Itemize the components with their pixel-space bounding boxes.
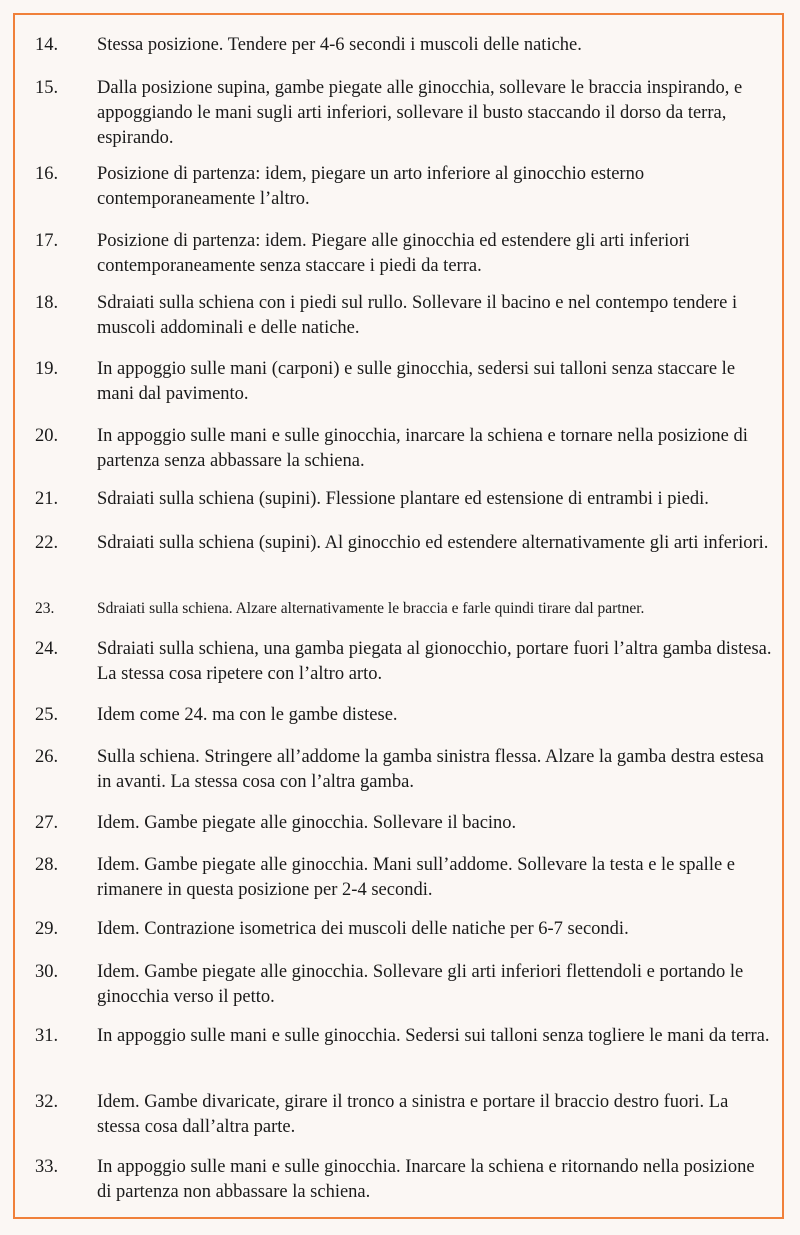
item-text: Dalla posizione supina, gambe piegate alle ginocchia, sollevare le braccia inspirando, e appoggiando le mani sugli arti inferiori, sollevare il busto staccando il dorso da terra, espirando. bbox=[97, 78, 743, 148]
item-text: Posizione di partenza: idem. Piegare alle ginocchia ed estendere gli arti inferiori contemporaneamente senza staccare i piedi da terra. bbox=[97, 231, 690, 276]
item-number: 33. bbox=[35, 1157, 59, 1177]
item-number: 26. bbox=[35, 747, 59, 767]
item-number: 25. bbox=[35, 705, 59, 725]
list-item bbox=[35, 811, 775, 836]
list-item bbox=[35, 487, 775, 512]
item-number: 27. bbox=[35, 813, 59, 833]
item-text: In appoggio sulle mani (carponi) e sulle ginocchia, sedersi sui talloni senza staccare le mani dal pavimento. bbox=[97, 359, 736, 404]
list-item bbox=[35, 960, 775, 1010]
item-number: 19. bbox=[35, 359, 59, 379]
item-number: 17. bbox=[35, 231, 59, 251]
item-number: 14. bbox=[35, 35, 59, 55]
item-number: 30. bbox=[35, 962, 59, 982]
item-text: Idem. Gambe divaricate, girare il tronco a sinistra e portare il braccio destro fuori. La stessa cosa dall’altra parte. bbox=[97, 1092, 729, 1137]
item-number: 16. bbox=[35, 164, 59, 184]
item-number: 15. bbox=[35, 78, 59, 98]
list-item bbox=[35, 531, 775, 556]
item-text: Idem. Gambe piegate alle ginocchia. Sollevare gli arti inferiori flettendoli e portando le ginocchia verso il petto. bbox=[97, 962, 744, 1007]
item-number: 23. bbox=[35, 600, 55, 617]
list-item bbox=[35, 76, 775, 151]
item-number: 29. bbox=[35, 919, 59, 939]
list-item bbox=[35, 1155, 775, 1205]
item-text: Sdraiati sulla schiena. Alzare alternativamente le braccia e farle quindi tirare dal partner. bbox=[97, 600, 645, 617]
item-number: 18. bbox=[35, 293, 59, 313]
item-number: 28. bbox=[35, 855, 59, 875]
list-item bbox=[35, 703, 775, 728]
item-text: Idem. Gambe piegate alle ginocchia. Sollevare il bacino. bbox=[97, 813, 517, 833]
list-item bbox=[35, 745, 775, 795]
item-text: Sdraiati sulla schiena, una gamba piegata al gionocchio, portare fuori l’altra gamba distesa. La stessa cosa ripetere con l’altro arto. bbox=[97, 639, 772, 684]
list-item bbox=[35, 853, 775, 903]
list-item bbox=[35, 637, 775, 687]
item-text: Sulla schiena. Stringere all’addome la gamba sinistra flessa. Alzare la gamba destra estesa in avanti. La stessa cosa con l’altra gamba. bbox=[97, 747, 764, 792]
item-text: Sdraiati sulla schiena con i piedi sul rullo. Sollevare il bacino e nel contempo tendere i muscoli addominali e delle natiche. bbox=[97, 293, 738, 338]
list-item bbox=[35, 33, 775, 58]
item-text: Sdraiati sulla schiena (supini). Al ginocchio ed estendere alternativamente gli arti inferiori. bbox=[97, 533, 769, 553]
item-text: In appoggio sulle mani e sulle ginocchia, inarcare la schiena e tornare nella posizione di partenza senza abbassare la schiena. bbox=[97, 426, 748, 471]
list-item bbox=[35, 229, 775, 279]
list-item bbox=[35, 917, 775, 942]
item-number: 24. bbox=[35, 639, 59, 659]
item-number: 32. bbox=[35, 1092, 59, 1112]
item-text: Posizione di partenza: idem, piegare un arto inferiore al ginocchio esterno contemporaneamente l’altro. bbox=[97, 164, 645, 209]
list-item bbox=[35, 596, 775, 621]
list-item bbox=[35, 291, 775, 341]
item-number: 21. bbox=[35, 489, 59, 509]
item-text: In appoggio sulle mani e sulle ginocchia. Inarcare la schiena e ritornando nella posizione di partenza non abbassare la schiena. bbox=[97, 1157, 755, 1202]
item-text: In appoggio sulle mani e sulle ginocchia. Sedersi sui talloni senza togliere le mani da terra. bbox=[97, 1026, 770, 1046]
list-item bbox=[35, 424, 775, 474]
item-text: Idem. Contrazione isometrica dei muscoli delle natiche per 6-7 secondi. bbox=[97, 919, 629, 939]
item-text: Idem come 24. ma con le gambe distese. bbox=[97, 705, 398, 725]
item-number: 22. bbox=[35, 533, 59, 553]
item-number: 31. bbox=[35, 1026, 59, 1046]
list-item bbox=[35, 1024, 775, 1049]
list-item bbox=[35, 162, 775, 212]
item-text: Stessa posizione. Tendere per 4-6 secondi i muscoli delle natiche. bbox=[97, 35, 582, 55]
item-text: Idem. Gambe piegate alle ginocchia. Mani sull’addome. Sollevare la testa e le spalle e rimanere in questa posizione per 2-4 secondi. bbox=[97, 855, 736, 900]
list-item bbox=[35, 357, 775, 407]
item-text: Sdraiati sulla schiena (supini). Flessione plantare ed estensione di entrambi i piedi. bbox=[97, 489, 709, 509]
item-number: 20. bbox=[35, 426, 59, 446]
list-item bbox=[35, 1090, 775, 1140]
